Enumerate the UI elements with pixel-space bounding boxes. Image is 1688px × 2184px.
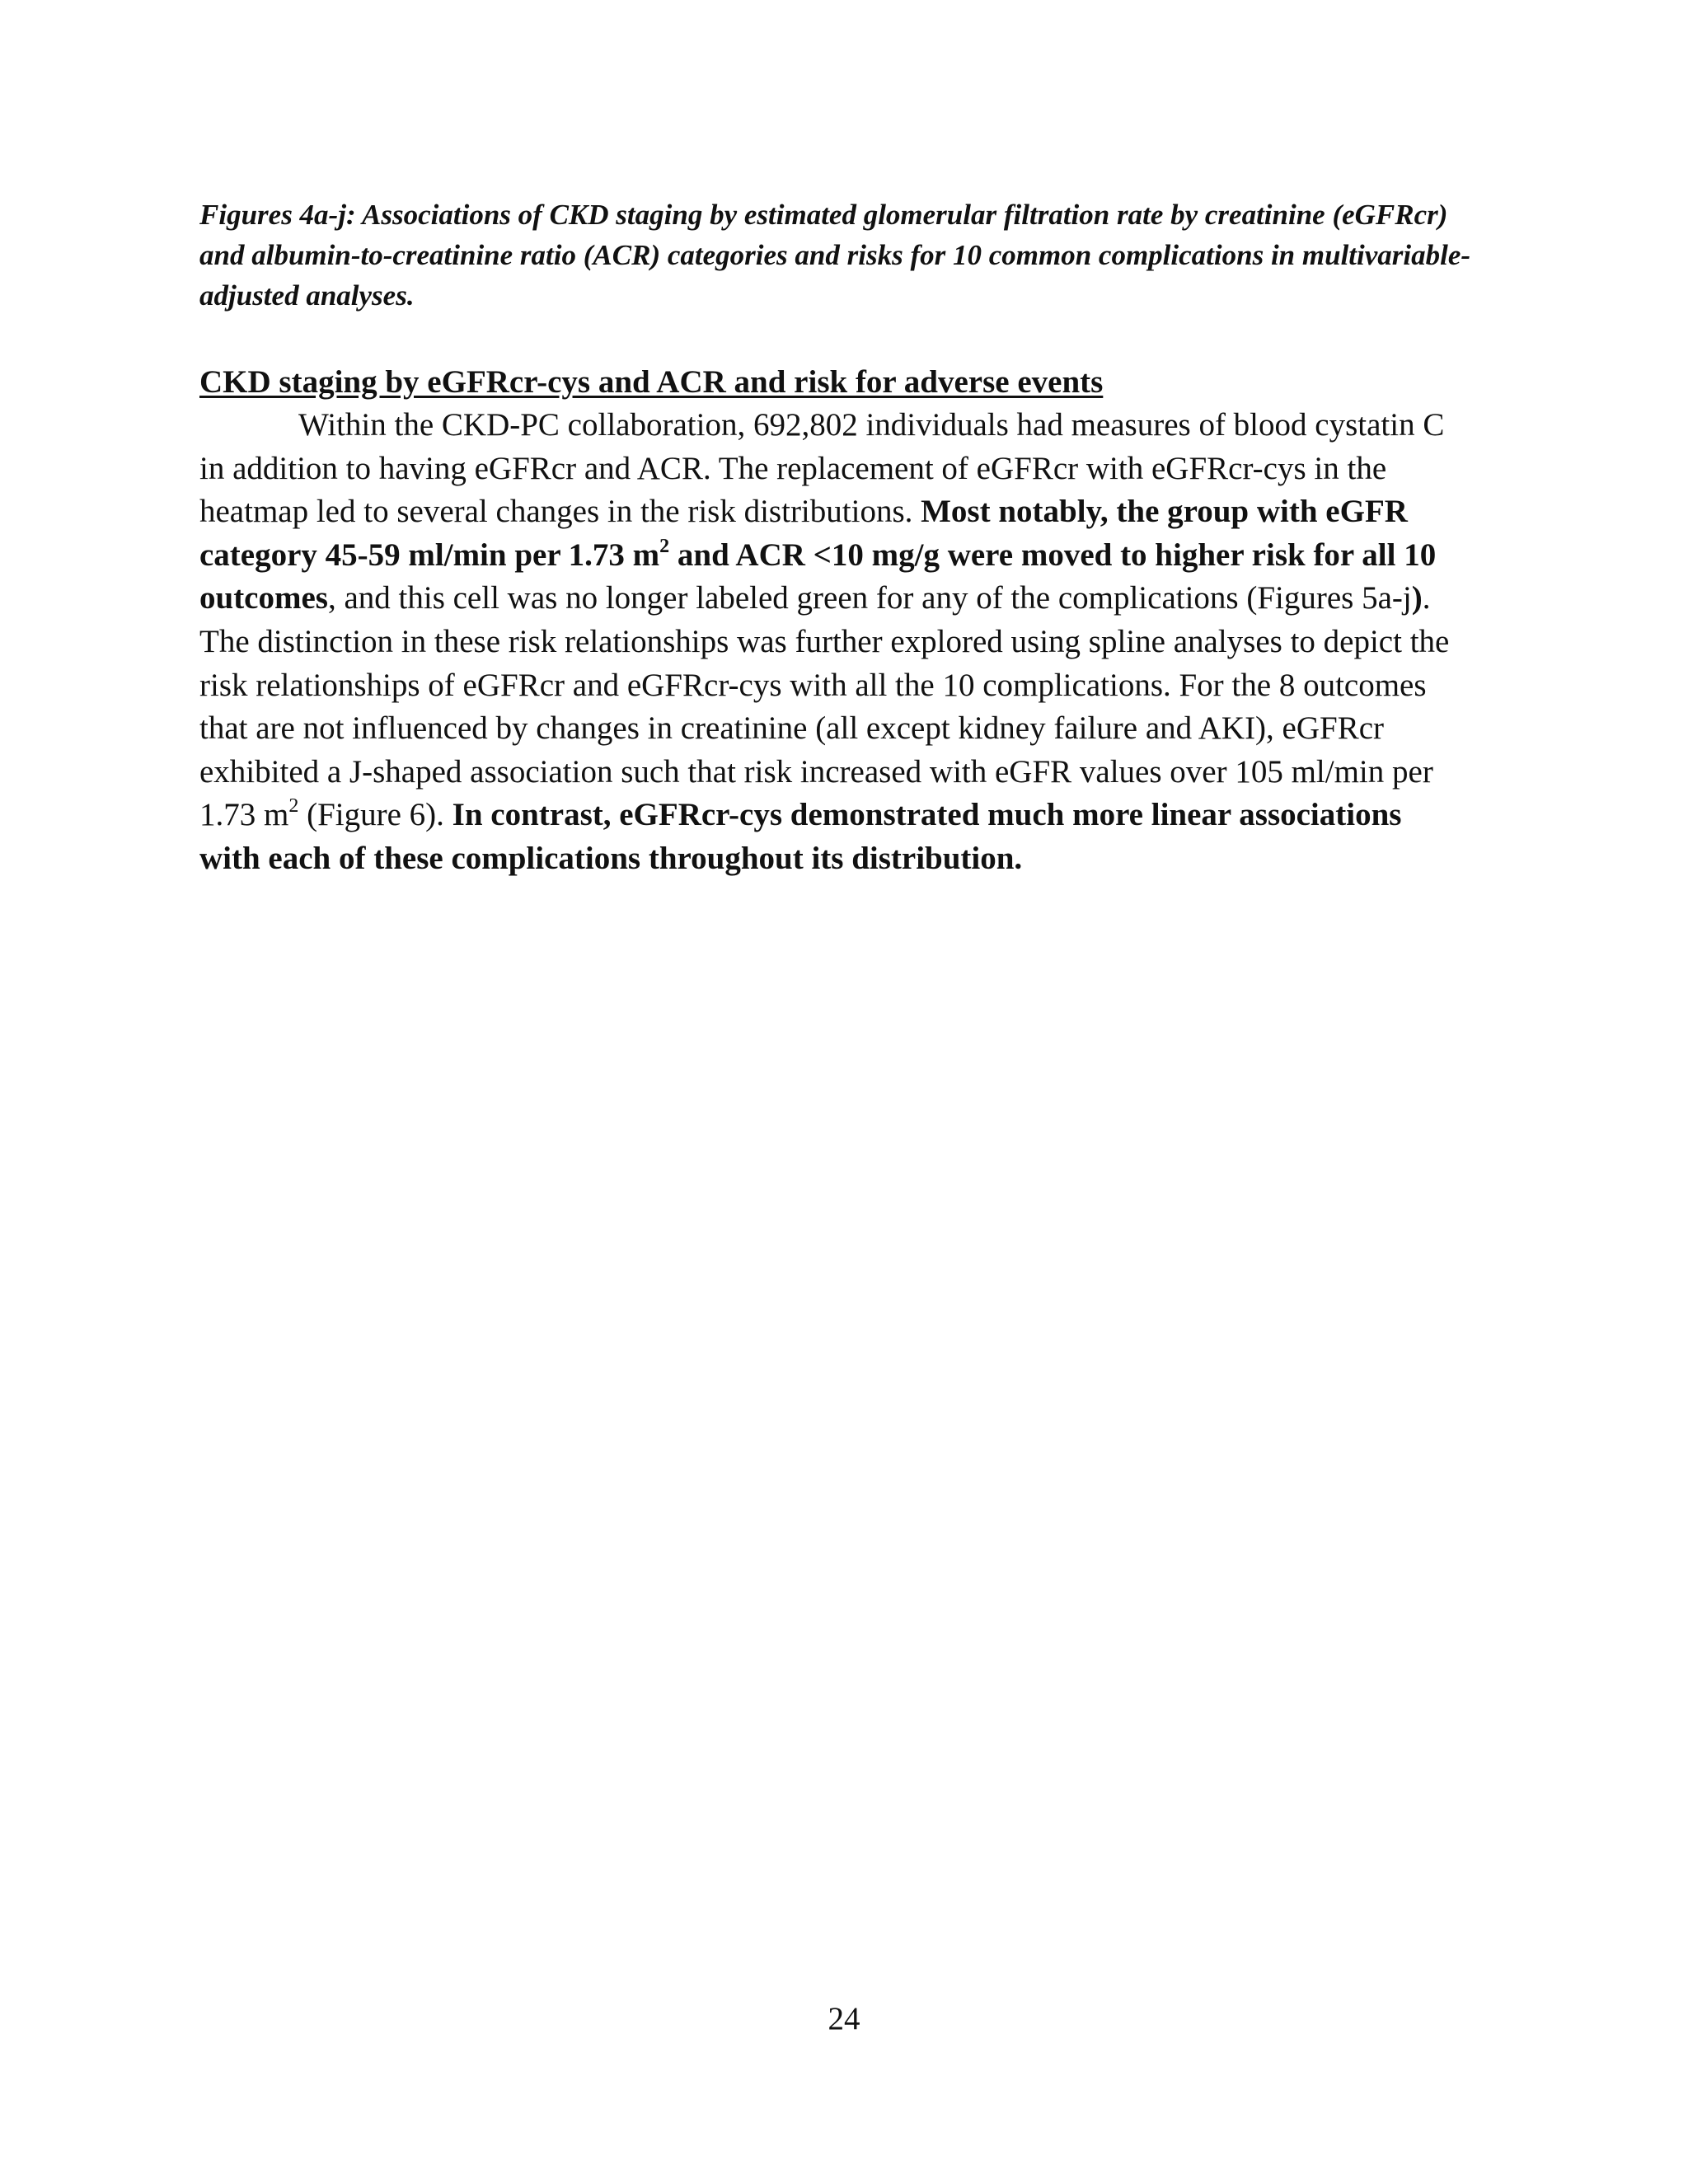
paragraph-text-3: . The distinction in these risk relationships was further explored using spline analyses to depict the risk relationships of eGFRcr and eGFRcr-cys with all the 10 complications. For the 8 outcomes that are not influenced by changes in creatinine (all except kidney failure and AKI), eGFRcr exhibited a J-shaped association such that risk increased with eGFR values over 105 ml/min per 1.73 m: [199, 580, 1450, 833]
paragraph-bold-2: ): [1411, 580, 1423, 616]
paragraph-bold-1a: Most notably, the group with eGFR category 45-59 ml/min per 1.73 m: [199, 494, 1408, 573]
figure-caption: Figures 4a-j: Associations of CKD staging by estimated glomerular filtration rate by creatinine (eGFRcr) and albumin-to-creatinine ratio (ACR) categories and risks for 10 common complications in multivariable-adjusted analyses.: [199, 199, 1471, 312]
paragraph-text-1: Within the CKD-PC collaboration, 692,802 individuals had measures of blood cystatin C in addition to having eGFRcr and ACR. The replacement of eGFRcr with eGFRcr-cys in the heatmap led to several changes in the risk distributions.: [199, 407, 1445, 530]
paragraph-text-2: , and this cell was no longer labeled green for any of the complications (Figures 5a-j: [327, 580, 1412, 616]
paragraph-bold-superscript: 2: [659, 535, 670, 557]
section-heading: CKD staging by eGFRcr-cys and ACR and risk for adverse events: [199, 364, 1104, 400]
paragraph-bold-3: In contrast, eGFRcr-cys demonstrated much more linear associations with each of these complications throughout its distribution.: [199, 797, 1402, 876]
page-number: 24: [828, 2001, 860, 2036]
section-paragraph: [199, 404, 1461, 881]
paragraph-bold-1b: and ACR <10 mg/g were moved to higher risk for all 10 outcomes: [199, 537, 1437, 616]
paragraph-superscript: 2: [288, 795, 299, 818]
paragraph-text-4: (Figure 6).: [298, 797, 452, 833]
results-section: [199, 361, 1461, 881]
